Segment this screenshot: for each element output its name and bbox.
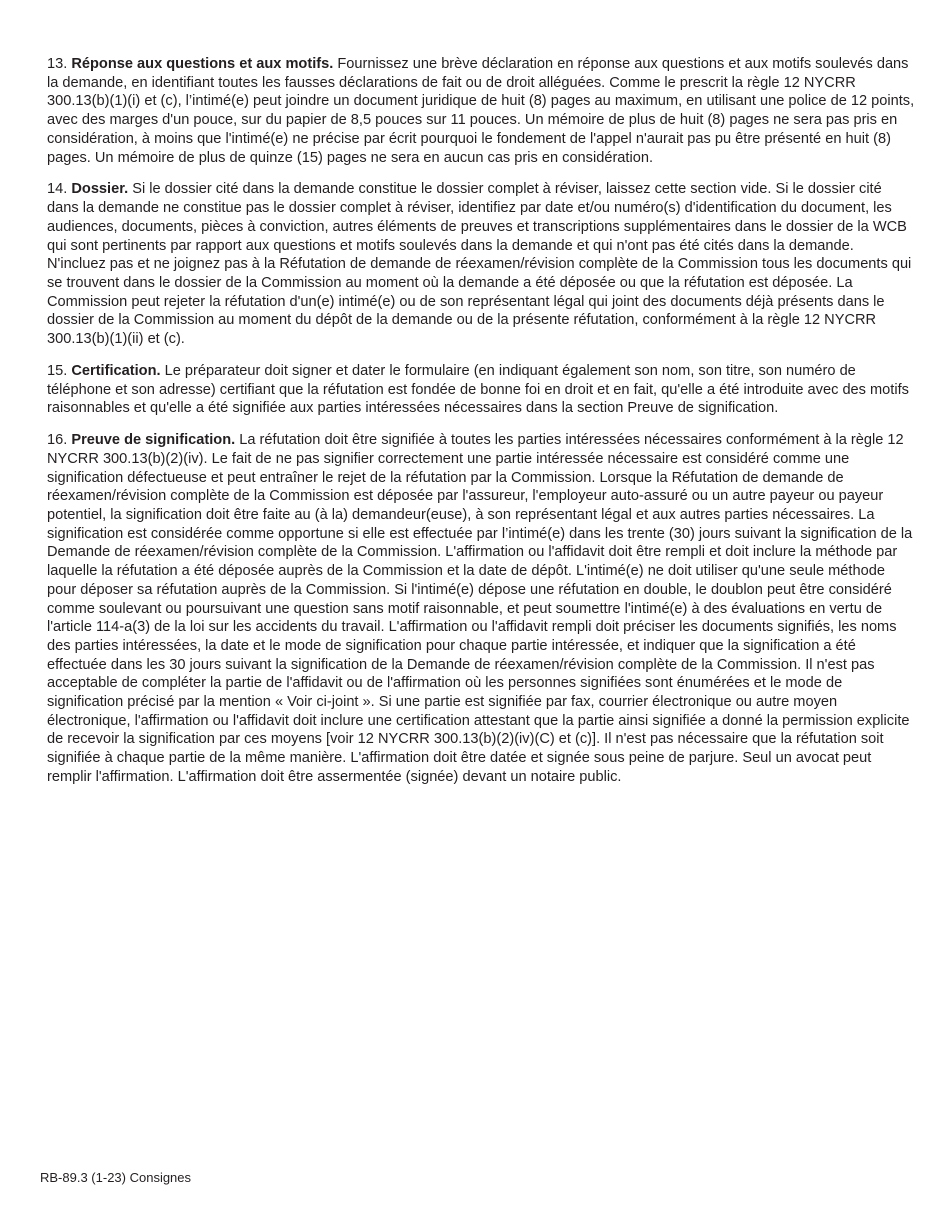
section-heading: Preuve de signification. xyxy=(71,432,236,449)
section-number: 13. xyxy=(47,56,68,72)
form-footer: RB-89.3 (1-23) Consignes xyxy=(40,1170,192,1185)
section-13 xyxy=(47,55,915,167)
section-text: Le préparateur doit signer et dater le formulaire (en indiquant également son nom, son titre, son numéro de téléphone et son adresse) certifiant que la réfutation est fondée de bonne foi en droit et en fait, qu'elle a été introduite avec des motifs raisonnables et qu'elle a été signifiée aux parties intéressées nécessaires dans la section Preuve de signification. xyxy=(47,362,909,417)
section-heading: Certification. xyxy=(71,362,161,379)
section-number: 15. xyxy=(47,362,68,379)
section-text: Fournissez une brève déclaration en réponse aux questions et aux motifs soulevés dans la demande, en identifiant toutes les fausses déclarations de fait ou de droit alléguées. Comme le prescrit la règle 12 NYCRR 300.13(b)(1)(i) et (c), l’intimé(e) peut joindre un document juridique de huit (8) pages au maximum, en utilisant une police de 12 points, avec des marges d'un pouce, sur du papier de 8,5 pouces sur 11 pouces. Un mémoire de plus de huit (8) pages ne sera pas pris en considération, à moins que l'intimé(e) ne précise par écrit pourquoi le fondement de l'appel n'aurait pas pu être présenté en huit (8) pages. Un mémoire de plus de quinze (15) pages ne sera en aucun cas pris en considération. xyxy=(47,56,915,166)
instructions-body xyxy=(47,55,915,800)
section-text: Si le dossier cité dans la demande constitue le dossier complet à réviser, laissez cette section vide. Si le dossier cité dans la demande ne constitue pas le dossier complet à réviser, identifiez par date et/ou numéro(s) d'identification du document, les audiences, documents, pièces à conviction, autres éléments de preuves et transcriptions supplémentaires dans le dossier de la WCB qui sont pertinents par rapport aux questions et motifs soulevés dans la demande et qui n'ont pas été cités dans la demande. N'incluez pas et ne joignez pas à la Réfutation de demande de réexamen/révision complète de la Commission tous les documents qui se trouvent dans le dossier de la Commission au moment où la demande a été déposée ou que la réfutation est déposée. La Commission peut rejeter la réfutation d'un(e) intimé(e) ou de son représentant légal qui joint des documents déjà présents dans le dossier de la Commission au moment du dépôt de la demande ou de la présente réfutation, conformément à la règle 12 NYCRR 300.13(b)(1)(ii) et (c). xyxy=(47,181,912,348)
section-16 xyxy=(47,431,915,786)
section-text: La réfutation doit être signifiée à toutes les parties intéressées nécessaires conformément à la règle 12 NYCRR 300.13(b)(2)(iv). Le fait de ne pas signifier correctement une partie intéressée nécessaire est considéré comme une signification défectueuse et peut entraîner le rejet de la réfutation par la Commission. Lorsque la Réfutation de demande de réexamen/révision complète de la Commission est déposée par l'assureur, l'employeur auto-assuré ou un autre payeur ou payeur potentiel, la signification doit être faite au (à la) demandeur(euse), à son représentant légal et aux autres parties nécessaires. La signification est considérée comme opportune si elle est effectuée par l’intimé(e) dans les trente (30) jours suivant la signification de la Demande de réexamen/révision complète de la Commission. L'affirmation ou l'affidavit doit être rempli et doit inclure la méthode par laquelle la réfutation a été déposée auprès de la Commission et la date de dépôt. L'intimé(e) ne doit utiliser qu'une seule méthode pour déposer sa réfutation auprès de la Commission. Si l'intimé(e) dépose une réfutation en double, le doublon peut être considéré comme soulevant ou poursuivant une question sans motif raisonnable, et peut soumettre l'intimé(e) à des évaluations en vertu de l'article 114-a(3) de la loi sur les accidents du travail. L'affirmation ou l'affidavit rempli doit préciser les documents signifiés, les noms des parties intéressées, la date et le mode de signification pour chaque partie intéressée, et indiquer que la signification a été effectuée dans les 30 jours suivant la signification de la Demande de réexamen/révision complète de la Commission. Il n'est pas acceptable de compléter la partie de l'affidavit ou de l'affirmation où les personnes signifiées sont énumérées et le mode de signification précisé par la mention « Voir ci-joint ». Si une partie est signifiée par fax, courrier électronique ou autre moyen électronique, l'affirmation ou l'affidavit doit inclure une certification attestant que la partie ainsi signifiée a donné la permission explicite de recevoir la signification par ces moyens [voir 12 NYCRR 300.13(b)(2)(iv)(C) et (c)]. Il n'est pas nécessaire que la réfutation soit signifiée à chaque partie de la même manière. L'affirmation doit être datée et signée sous peine de parjure. Seul un avocat peut remplir l'affirmation. L'affirmation doit être assermentée (signée) devant un notaire public. xyxy=(47,432,913,785)
section-heading: Dossier. xyxy=(71,181,129,198)
section-number: 16. xyxy=(47,432,68,449)
section-number: 14. xyxy=(47,181,68,198)
section-14 xyxy=(47,180,915,348)
section-15 xyxy=(47,362,915,418)
section-heading: Réponse aux questions et aux motifs. xyxy=(71,56,334,72)
